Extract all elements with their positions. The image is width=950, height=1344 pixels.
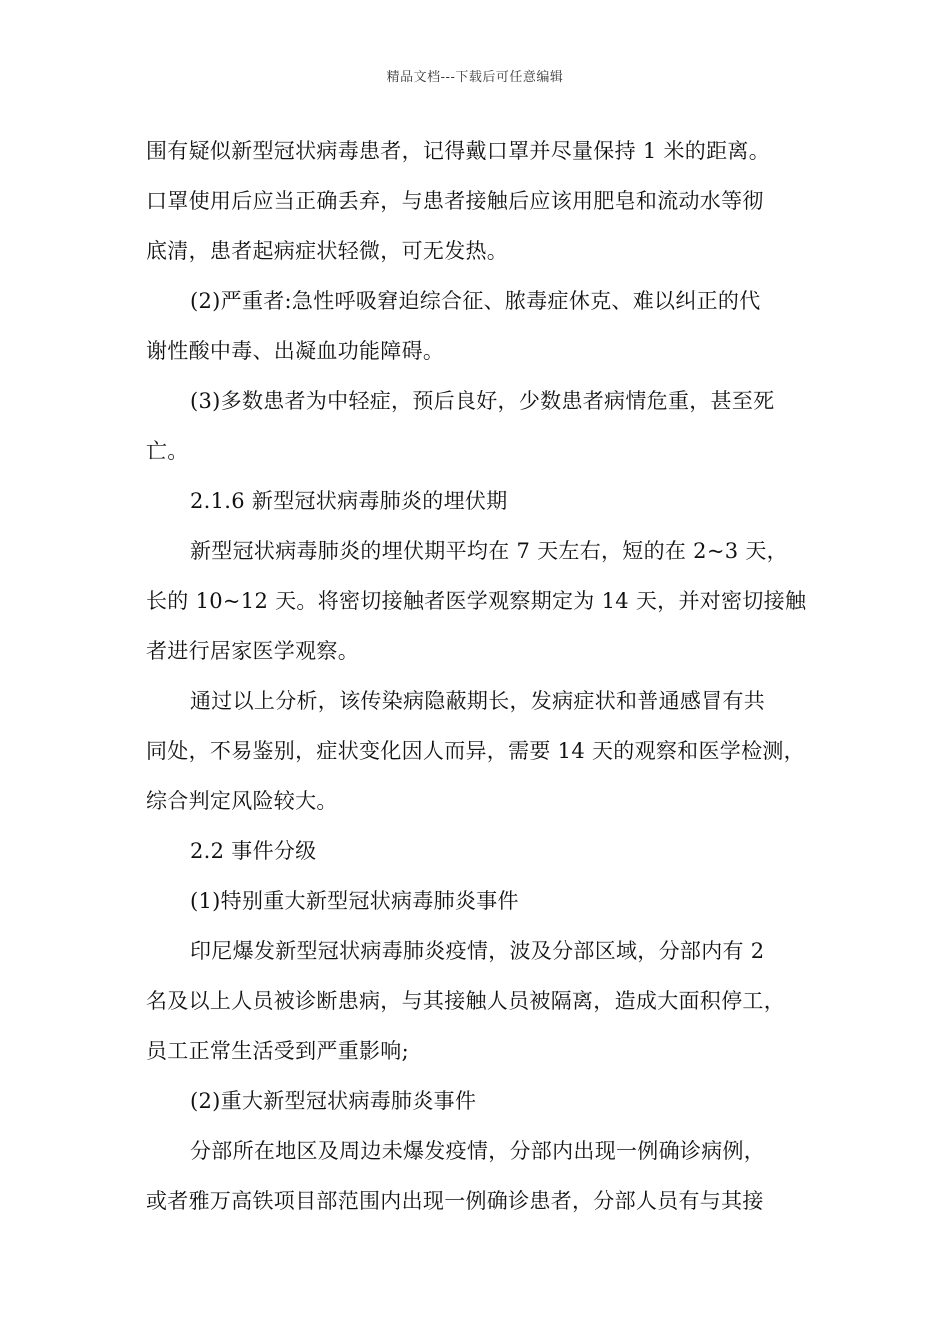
subsection-heading: (1)特别重大新型冠状病毒肺炎事件 xyxy=(190,889,519,913)
page-header: 精品文档---下载后可任意编辑 xyxy=(386,70,564,85)
text-line: 员工正常生活受到严重影响; xyxy=(146,1039,409,1063)
text-line: 底清，患者起病症状轻微，可无发热。 xyxy=(146,239,509,263)
text-line: 口罩使用后应当正确丢弃，与患者接触后应该用肥皂和流动水等彻 xyxy=(146,189,764,213)
subsection-heading: (2)重大新型冠状病毒肺炎事件 xyxy=(190,1089,477,1113)
text-line: (3)多数患者为中轻症，预后良好，少数患者病情危重，甚至死 xyxy=(190,389,775,413)
text-line: 通过以上分析，该传染病隐蔽期长，发病症状和普通感冒有共 xyxy=(190,689,766,713)
text-line: 者进行居家医学观察。 xyxy=(146,639,359,663)
text-line: 分部所在地区及周边未爆发疫情，分部内出现一例确诊病例， xyxy=(190,1139,766,1163)
text-line: 同处，不易鉴别，症状变化因人而异，需要 14 天的观察和医学检测， xyxy=(146,739,805,763)
text-line: 亡。 xyxy=(146,439,189,463)
text-line: 印尼爆发新型冠状病毒肺炎疫情，波及分部区域，分部内有 2 xyxy=(190,939,765,963)
document-body xyxy=(146,126,826,1226)
text-line: 围有疑似新型冠状病毒患者，记得戴口罩并尽量保持 1 米的距离。 xyxy=(146,139,771,163)
text-line: (2)严重者:急性呼吸窘迫综合征、脓毒症休克、难以纠正的代 xyxy=(190,289,761,313)
text-line: 或者雅万高铁项目部范围内出现一例确诊患者，分部人员有与其接 xyxy=(146,1189,764,1213)
text-line: 长的 10~12 天。将密切接触者医学观察期定为 14 天，并对密切接触 xyxy=(146,589,807,613)
text-line: 新型冠状病毒肺炎的埋伏期平均在 7 天左右，短的在 2~3 天， xyxy=(190,539,788,563)
section-heading: 2.2 事件分级 xyxy=(190,839,317,863)
text-line: 名及以上人员被诊断患病，与其接触人员被隔离，造成大面积停工， xyxy=(146,989,785,1013)
text-line: 谢性酸中毒、出凝血功能障碍。 xyxy=(146,339,445,363)
text-line: 综合判定风险较大。 xyxy=(146,789,338,813)
section-heading: 2.1.6 新型冠状病毒肺炎的埋伏期 xyxy=(190,489,508,513)
